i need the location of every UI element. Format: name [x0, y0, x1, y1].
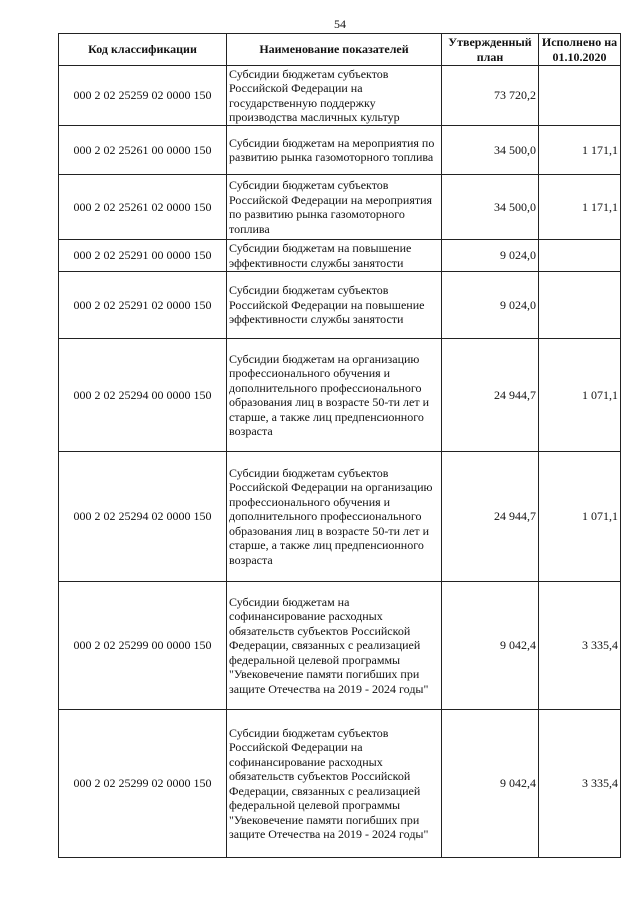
row-plan: 73 720,2	[442, 66, 539, 126]
row-done: 3 335,4	[539, 582, 621, 710]
table-row	[59, 175, 621, 240]
header-name: Наименование показателей	[227, 34, 442, 66]
page-number: 54	[334, 17, 346, 31]
row-code: 000 2 02 25259 02 0000 150	[59, 66, 227, 126]
row-code: 000 2 02 25291 00 0000 150	[59, 240, 227, 272]
row-plan: 9 024,0	[442, 240, 539, 272]
row-code: 000 2 02 25294 00 0000 150	[59, 339, 227, 452]
row-done: 3 335,4	[539, 710, 621, 858]
header-plan: Утвержденный план	[442, 34, 539, 66]
row-plan: 9 042,4	[442, 710, 539, 858]
row-code: 000 2 02 25261 02 0000 150	[59, 175, 227, 240]
row-name: Субсидии бюджетам на повышение эффективности службы занятости	[227, 240, 442, 272]
row-plan: 9 042,4	[442, 582, 539, 710]
table-row	[59, 126, 621, 175]
row-name: Субсидии бюджетам субъектов Российской Федерации на мероприятия по развитию рынка газомоторного топлива	[227, 175, 442, 240]
row-plan: 34 500,0	[442, 126, 539, 175]
table-row	[59, 66, 621, 126]
row-name: Субсидии бюджетам субъектов Российской Федерации на организацию профессионального обучения и дополнительного профессионального образования лиц в возрасте 50-ти лет и старше, а также лиц предпенсионного возраста	[227, 452, 442, 582]
row-name: Субсидии бюджетам на организацию профессионального обучения и дополнительного профессионального образования лиц в возрасте 50-ти лет и старше, а также лиц предпенсионного возраста	[227, 339, 442, 452]
header-done: Исполнено на 01.10.2020	[539, 34, 621, 66]
table-row	[59, 452, 621, 582]
row-done: 1 171,1	[539, 126, 621, 175]
budget-table	[58, 33, 621, 858]
row-plan: 9 024,0	[442, 272, 539, 339]
row-code: 000 2 02 25299 02 0000 150	[59, 710, 227, 858]
row-name: Субсидии бюджетам на мероприятия по развитию рынка газомоторного топлива	[227, 126, 442, 175]
row-code: 000 2 02 25261 00 0000 150	[59, 126, 227, 175]
table-row	[59, 582, 621, 710]
table-header-row	[59, 34, 621, 66]
row-plan: 34 500,0	[442, 175, 539, 240]
table-row	[59, 710, 621, 858]
row-name: Субсидии бюджетам субъектов Российской Федерации на повышение эффективности службы занятости	[227, 272, 442, 339]
row-code: 000 2 02 25299 00 0000 150	[59, 582, 227, 710]
row-done	[539, 272, 621, 339]
row-name: Субсидии бюджетам на софинансирование расходных обязательств субъектов Российской Федерации, связанных с реализацией федеральной целевой программы "Увековечение памяти погибших при защите Отечества на 2019 - 2024 годы"	[227, 582, 442, 710]
row-code: 000 2 02 25291 02 0000 150	[59, 272, 227, 339]
row-name: Субсидии бюджетам субъектов Российской Федерации на государственную поддержку производства масличных культур	[227, 66, 442, 126]
table-row	[59, 339, 621, 452]
row-name: Субсидии бюджетам субъектов Российской Федерации на софинансирование расходных обязательств субъектов Российской Федерации, связанных с реализацией федеральной целевой программы "Увековечение памяти погибших при защите Отечества на 2019 - 2024 годы"	[227, 710, 442, 858]
row-done: 1 071,1	[539, 452, 621, 582]
row-plan: 24 944,7	[442, 452, 539, 582]
table-row	[59, 240, 621, 272]
row-done: 1 071,1	[539, 339, 621, 452]
row-done: 1 171,1	[539, 175, 621, 240]
row-done	[539, 66, 621, 126]
row-plan: 24 944,7	[442, 339, 539, 452]
header-code: Код классификации	[59, 34, 227, 66]
table-row	[59, 272, 621, 339]
row-code: 000 2 02 25294 02 0000 150	[59, 452, 227, 582]
row-done	[539, 240, 621, 272]
